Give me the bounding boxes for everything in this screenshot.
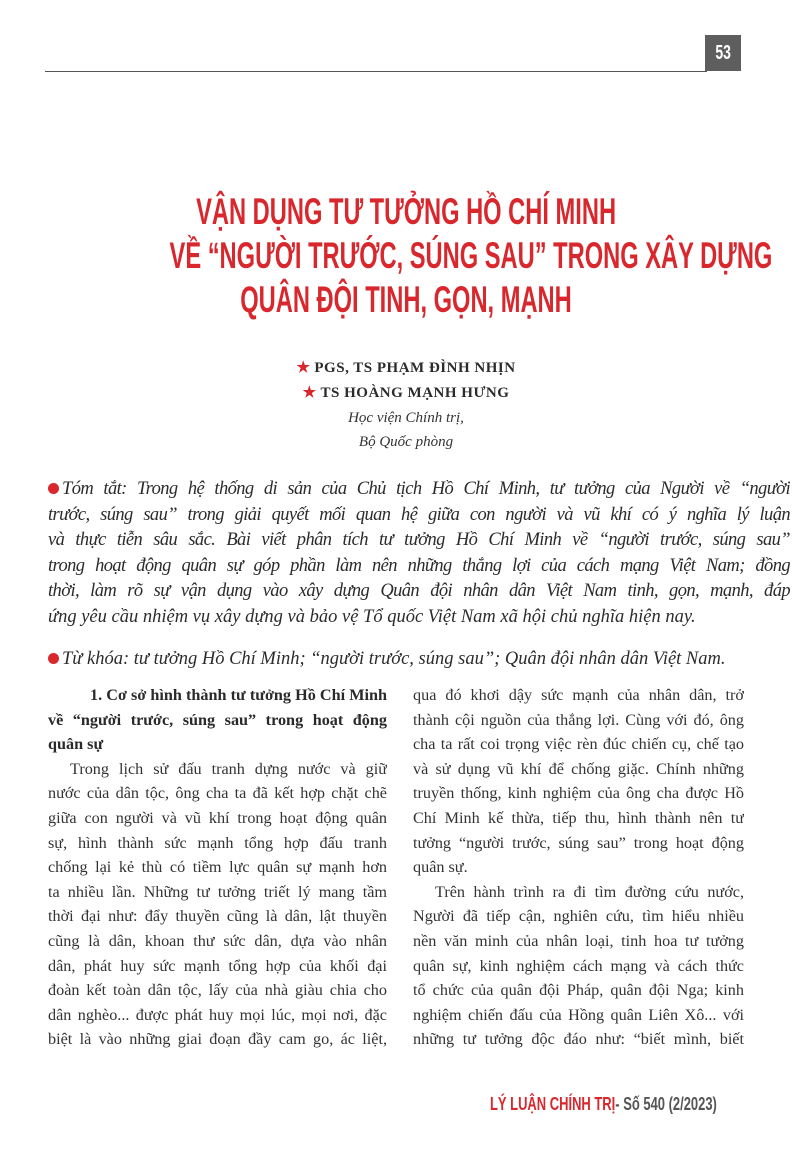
body-line: những tư tưởng độc đáo như: “biết mình, biết bbox=[413, 1030, 744, 1049]
article-title bbox=[0, 190, 812, 322]
body-line: ta nhiều lần. Những tư tưởng triết lý mang tầm bbox=[48, 882, 387, 901]
body-line: Trong lịch sử đấu tranh dựng nước và giữ bbox=[70, 759, 387, 778]
body-line: chống lại kẻ thù có tiềm lực quân sự mạnh hơn bbox=[48, 858, 387, 877]
page-number: 53 bbox=[715, 41, 731, 64]
body-line: đoàn kết toàn dân tộc, lấy của nhà giàu chia cho bbox=[48, 981, 387, 1000]
body-line: biệt là vào những giai đoạn đầy cam go, ác liệt, bbox=[48, 1030, 387, 1049]
abstract-line: và thực tiễn sâu sắc. Bài viết phân tích tư tưởng Hồ Chí Minh về “người trước, súng sau” bbox=[48, 530, 790, 551]
star-icon: ★ bbox=[296, 360, 311, 376]
body-line: Trên hành trình ra đi tìm đường cứu nước, bbox=[435, 882, 744, 901]
body-line: nước của dân tộc, ông cha ta đã kết hợp chặt chẽ bbox=[48, 784, 387, 803]
section-heading-line: 1. Cơ sở hình thành tư tưởng Hồ Chí Minh bbox=[90, 686, 387, 704]
header-rule bbox=[45, 71, 707, 72]
bullet-dot-icon bbox=[48, 653, 59, 664]
issue-number: - Số 540 (2/2023) bbox=[615, 1094, 717, 1114]
keywords-text: Từ khóa: tư tưởng Hồ Chí Minh; “người trước, súng sau”; Quân đội nhân dân Việt Nam. bbox=[62, 648, 726, 669]
body-line: Chí Minh kế thừa, tiếp thu, hình thành nên tư bbox=[413, 808, 744, 827]
author bbox=[0, 381, 812, 406]
abstract-text: Tóm tắt: Trong hệ thống di sản của Chủ tịch Hồ Chí Minh, tư tưởng của Người về “người bbox=[62, 479, 790, 499]
star-icon: ★ bbox=[302, 385, 317, 401]
right-column bbox=[413, 683, 744, 1052]
body-line: giữa con người và vũ khí trong hoạt động quân bbox=[48, 808, 387, 827]
body-line: dân, phát huy sức mạnh tổng hợp của khối đại bbox=[48, 956, 387, 975]
affiliation: Học viện Chính trị, bbox=[348, 410, 464, 426]
body-line: quân sự. bbox=[413, 858, 468, 877]
journal-footer bbox=[490, 1094, 805, 1115]
body-line: Người đã tiếp cận, nghiên cứu, tìm hiểu nhiều bbox=[413, 907, 744, 926]
author-name: PGS, TS PHẠM ĐÌNH NHỊN bbox=[314, 360, 516, 376]
bullet-dot-icon bbox=[48, 483, 59, 494]
title-line: QUÂN ĐỘI TINH, GỌN, MẠNH bbox=[240, 279, 572, 320]
author bbox=[0, 356, 812, 381]
title-line: VỀ “NGƯỜI TRƯỚC, SÚNG SAU” TRONG XÂY DỰNG bbox=[169, 235, 773, 276]
abstract bbox=[48, 477, 790, 672]
body-line: thời đại như: đẩy thuyền cũng là dân, lật thuyền bbox=[48, 907, 387, 926]
body-line: quân sự, kinh nghiệm cách mạng và cách thức bbox=[413, 956, 744, 975]
body-line: dân nghèo... được phát huy mọi lúc, mọi nơi, đặc bbox=[48, 1005, 387, 1024]
journal-name: LÝ LUẬN CHÍNH TRỊ bbox=[490, 1094, 616, 1114]
abstract-line bbox=[48, 477, 790, 503]
abstract-line: ứng yêu cầu nhiệm vụ xây dựng và bảo vệ Tổ quốc Việt Nam xã hội chủ nghĩa hiện nay. bbox=[48, 606, 696, 627]
body-line: cha ta rất coi trọng việc rèn đúc chiến cụ, chế tạo bbox=[413, 735, 744, 754]
author-block bbox=[0, 356, 812, 454]
body-line: nghiệm chiến đấu của Hồng quân Liên Xô... với bbox=[413, 1005, 744, 1024]
body-line: qua đó khơi dậy sức mạnh của nhân dân, trở bbox=[413, 686, 744, 704]
abstract-line: trong hoạt động quân sự góp phần làm nên những thắng lợi của cách mạng Việt Nam; đồng bbox=[48, 555, 790, 576]
section-heading-line: quân sự bbox=[48, 735, 104, 754]
body-line: cũng là dân, khoan thư sức dân, dựa vào nhân bbox=[48, 931, 387, 950]
abstract-line: trước, súng sau” trong giải quyết mối quan hệ giữa con người và vũ khí có ý nghĩa lý luận bbox=[48, 504, 790, 525]
body-line: tưởng “người trước, súng sau” trong hoạt động bbox=[413, 833, 744, 852]
section-heading-line: về “người trước, súng sau” trong hoạt động bbox=[48, 710, 387, 729]
body-line: nền văn minh của nhân loại, tinh hoa tư tưởng bbox=[413, 931, 744, 950]
affiliation: Bộ Quốc phòng bbox=[358, 434, 454, 450]
body-line: và sử dụng vũ khí để chống giặc. Chính những bbox=[413, 759, 744, 778]
body-line: sự, hình thành sức mạnh tổng hợp đấu tranh bbox=[48, 833, 387, 852]
title-line: VẬN DỤNG TƯ TƯỞNG HỒ CHÍ MINH bbox=[196, 191, 616, 232]
body-line: thành cội nguồn của thắng lợi. Cùng với đó, ông bbox=[413, 710, 744, 729]
body-line: truyền thống, kinh nghiệm của ông cha được Hồ bbox=[413, 784, 744, 803]
left-column bbox=[48, 683, 387, 1052]
body-line: tổ chức của quân đội Pháp, quân đội Nga; kinh bbox=[413, 981, 744, 1000]
abstract-line: thời, làm rõ sự vận dụng vào xây dựng Quân đội nhân dân Việt Nam tinh, gọn, mạnh, đáp bbox=[48, 581, 790, 602]
page-number-badge bbox=[705, 35, 741, 71]
author-name: TS HOÀNG MẠNH HƯNG bbox=[320, 385, 510, 401]
keywords-line bbox=[48, 647, 790, 673]
